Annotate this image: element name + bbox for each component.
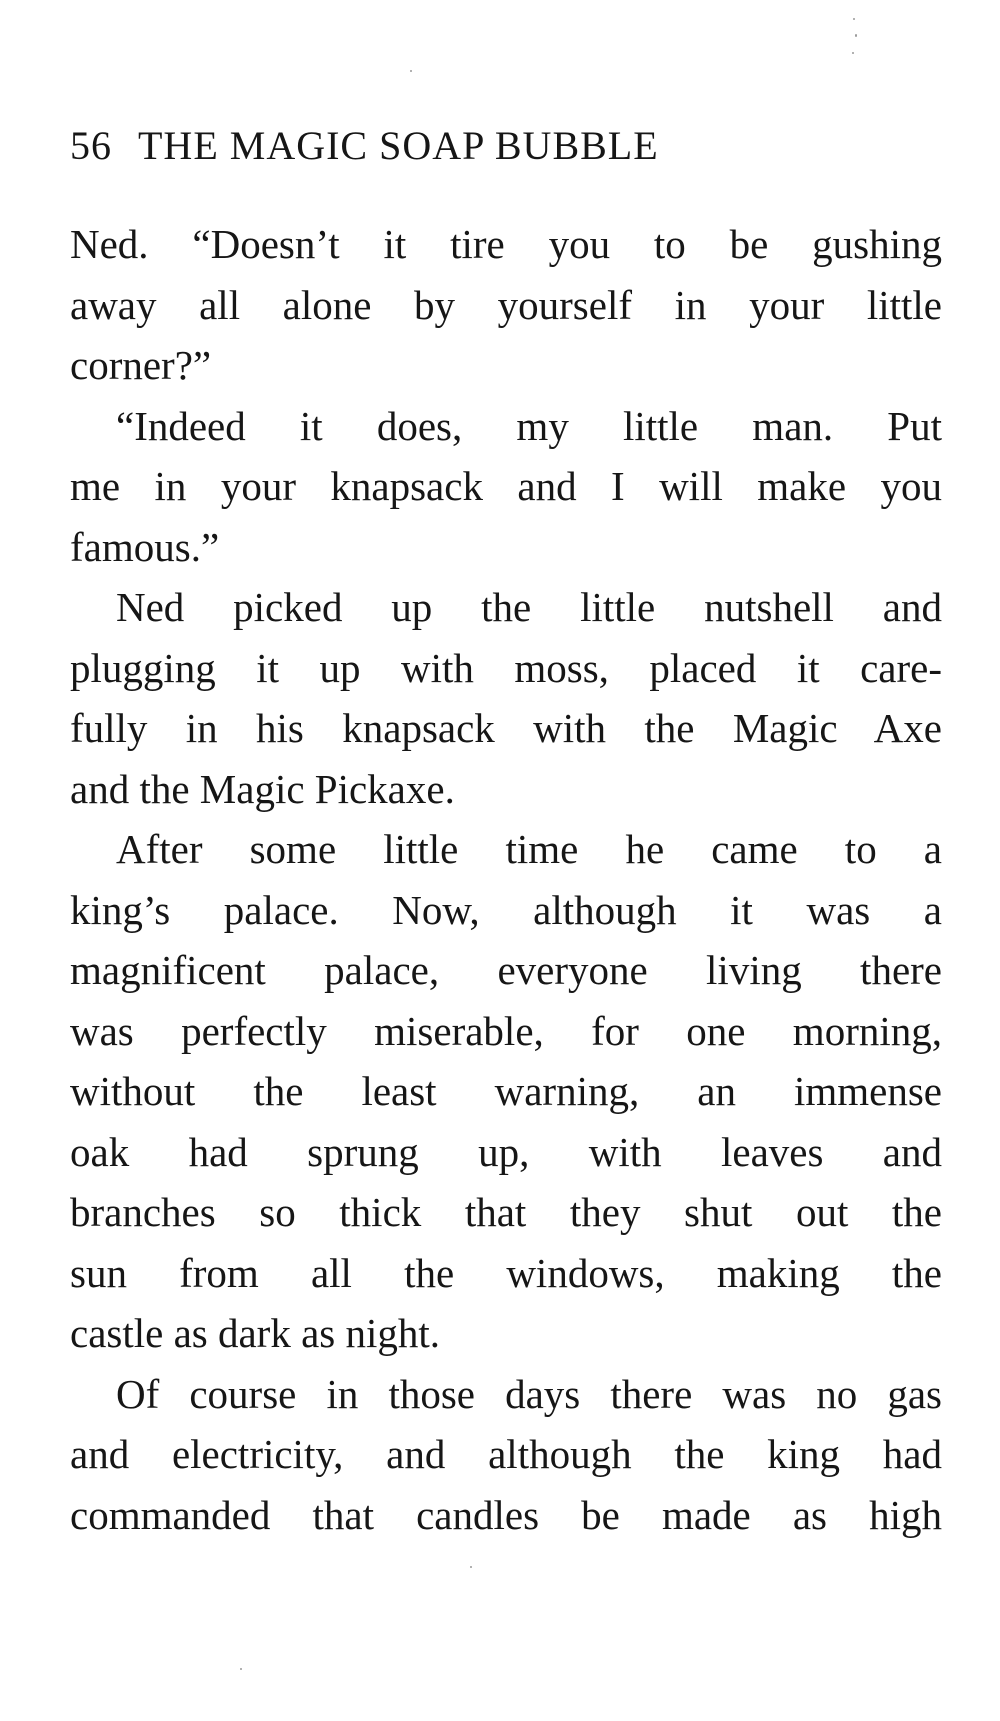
- scan-speck: [855, 34, 857, 37]
- text-line: Ned. “Doesn’t it tire you to be gushing: [70, 221, 942, 267]
- scan-speck: [853, 18, 855, 20]
- text-line: and the Magic Pickaxe.: [70, 765, 455, 812]
- text-line: corner?”: [70, 342, 212, 388]
- text-line: Ned picked up the little nutshell and: [116, 584, 942, 630]
- scan-speck: [240, 1668, 242, 1670]
- text-line: oak had sprung up, with leaves and: [70, 1128, 942, 1175]
- text-line: After some little time he came to a: [116, 826, 942, 872]
- running-header: [70, 122, 659, 169]
- text-line: commanded that candles be made as high: [70, 1491, 942, 1538]
- scan-speck: [852, 52, 854, 54]
- scan-speck: [470, 1566, 472, 1568]
- text-line: famous.”: [70, 523, 220, 570]
- text-line: king’s palace. Now, although it was a: [70, 886, 942, 933]
- text-line: magnificent palace, everyone living there: [70, 947, 942, 993]
- text-line: plugging it up with moss, placed it care-: [70, 644, 942, 691]
- paragraph-4: [70, 819, 942, 1364]
- text-line: and electricity, and although the king had: [70, 1431, 942, 1477]
- text-line: was perfectly miserable, for one morning,: [70, 1007, 942, 1054]
- body-text: [70, 214, 942, 1545]
- text-line: Of course in those days there was no gas: [116, 1370, 942, 1417]
- text-line: fully in his knapsack with the Magic Axe: [70, 705, 942, 751]
- text-line: sun from all the windows, making the: [70, 1249, 942, 1296]
- text-line: castle as dark as night.: [70, 1310, 441, 1356]
- text-line: away all alone by yourself in your little: [70, 281, 942, 328]
- paragraph-2: [70, 396, 942, 578]
- running-title: THE MAGIC SOAP BUBBLE: [138, 123, 659, 168]
- text-line: branches so thick that they shut out the: [70, 1189, 942, 1235]
- paragraph-1: [70, 214, 942, 396]
- text-line: me in your knapsack and I will make you: [70, 463, 942, 509]
- paragraph-5: [70, 1364, 942, 1546]
- text-line: without the least warning, an immense: [70, 1068, 942, 1114]
- scan-speck: [410, 70, 412, 72]
- paragraph-3: [70, 577, 942, 819]
- text-line: “Indeed it does, my little man. Put: [116, 402, 942, 449]
- page-number: 56: [70, 123, 112, 168]
